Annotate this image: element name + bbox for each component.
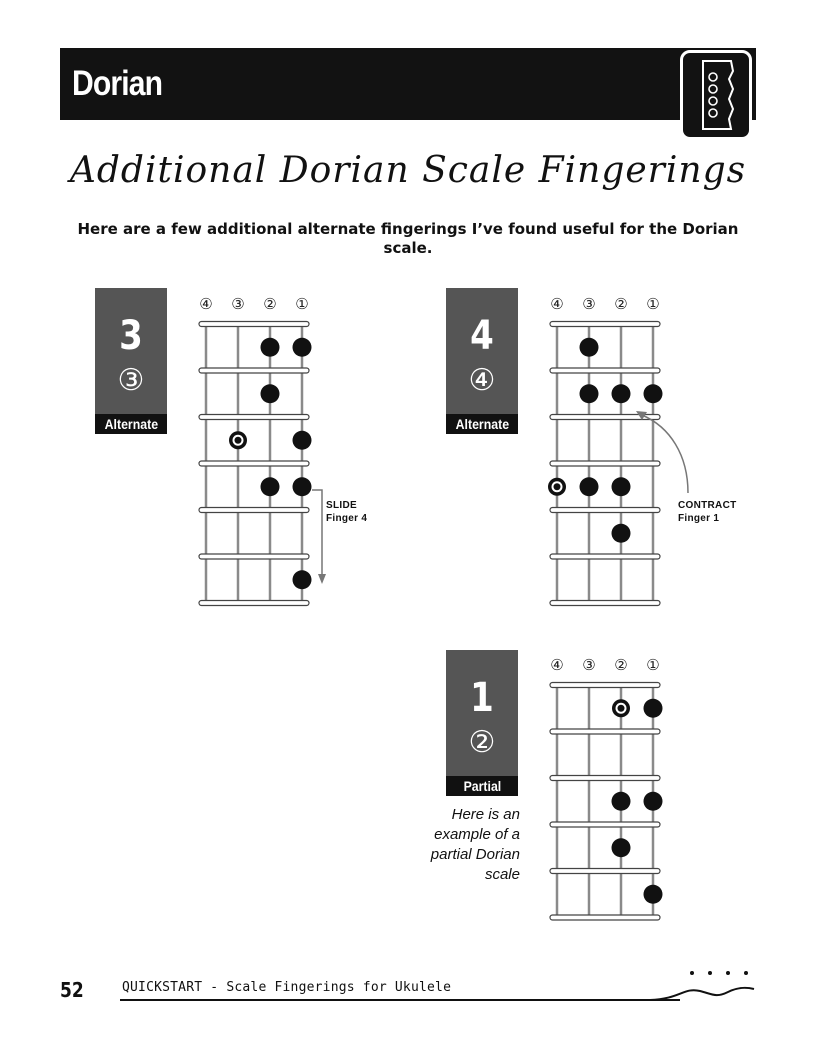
fret-wire (550, 822, 660, 827)
root-note-dot (548, 478, 566, 496)
finger-dot (580, 338, 599, 357)
ukulele-outline-icon (650, 965, 760, 1010)
fingering-type-tag: Alternate (446, 414, 518, 434)
finger-number: ③ (117, 363, 145, 398)
intro-text: Here are a few additional alternate fingerings I’ve found useful for the Dorian scale. (77, 220, 739, 257)
chapter-title: Dorian (72, 64, 163, 103)
nut (550, 683, 660, 688)
fret-wire (199, 508, 309, 513)
finger-number: ④ (468, 363, 496, 398)
position-label-box (95, 288, 167, 434)
string-number-label: ② (614, 295, 628, 313)
position-number: 1 (470, 675, 494, 721)
finger-dot (261, 384, 280, 403)
string-number-label: ① (646, 295, 660, 313)
finger-dot (612, 838, 631, 857)
finger-dot (612, 524, 631, 543)
string-number-label: ② (614, 656, 628, 674)
position-number: 4 (470, 313, 494, 359)
string-number-label: ④ (199, 295, 213, 313)
fret-wire (199, 415, 309, 420)
finger-dot (261, 338, 280, 357)
fret-wire (199, 601, 309, 606)
contract-arrow (630, 405, 690, 495)
string-number-label: ④ (550, 656, 564, 674)
partial-description: Here is an example of a partial Dorian scale (430, 806, 520, 883)
contract-note: CONTRACT Finger 1 (678, 500, 737, 524)
string-number-label: ① (295, 295, 309, 313)
finger-dot (293, 431, 312, 450)
fret-wire (199, 461, 309, 466)
fret-wire (550, 601, 660, 606)
root-note-dot (229, 431, 247, 449)
finger-dot (293, 338, 312, 357)
fretboard-diagram (196, 290, 316, 620)
footer-title: QUICKSTART - Scale Fingerings for Ukulele (122, 980, 452, 995)
string-number-label: ① (646, 656, 660, 674)
string-number-label: ④ (550, 295, 564, 313)
finger-dot (644, 885, 663, 904)
fret-wire (550, 554, 660, 559)
finger-dot (644, 699, 663, 718)
position-label-box (446, 650, 518, 796)
position-number: 3 (119, 313, 143, 359)
fret-wire (199, 368, 309, 373)
fingering-type-tag: Alternate (95, 414, 167, 434)
page-number: 52 (60, 978, 84, 1002)
fret-wire (550, 915, 660, 920)
finger-dot (293, 570, 312, 589)
header-bar (60, 48, 756, 120)
nut (550, 322, 660, 327)
finger-dot (644, 792, 663, 811)
position-label-box (446, 288, 518, 434)
fingering-type-tag: Partial (446, 776, 518, 796)
finger-dot (580, 384, 599, 403)
fret-wire (550, 869, 660, 874)
fret-wire (550, 776, 660, 781)
finger-number: ② (468, 725, 496, 760)
finger-dot (612, 384, 631, 403)
page-heading: Additional Dorian Scale Fingerings (69, 150, 747, 191)
fret-wire (550, 729, 660, 734)
finger-dot (612, 792, 631, 811)
fretboard-diagram (547, 651, 667, 936)
footer-rule (120, 999, 680, 1001)
root-note-dot (612, 699, 630, 717)
finger-dot (261, 477, 280, 496)
slide-note: SLIDE Finger 4 (326, 500, 368, 524)
finger-dot (612, 477, 631, 496)
string-number-label: ② (263, 295, 277, 313)
fret-wire (550, 508, 660, 513)
nut (199, 322, 309, 327)
string-number-label: ③ (582, 656, 596, 674)
string-number-label: ③ (231, 295, 245, 313)
string-number-label: ③ (582, 295, 596, 313)
finger-dot (644, 384, 663, 403)
ukulele-headstock-icon (680, 50, 752, 140)
finger-dot (580, 477, 599, 496)
fret-wire (199, 554, 309, 559)
fret-wire (550, 368, 660, 373)
finger-dot (293, 477, 312, 496)
